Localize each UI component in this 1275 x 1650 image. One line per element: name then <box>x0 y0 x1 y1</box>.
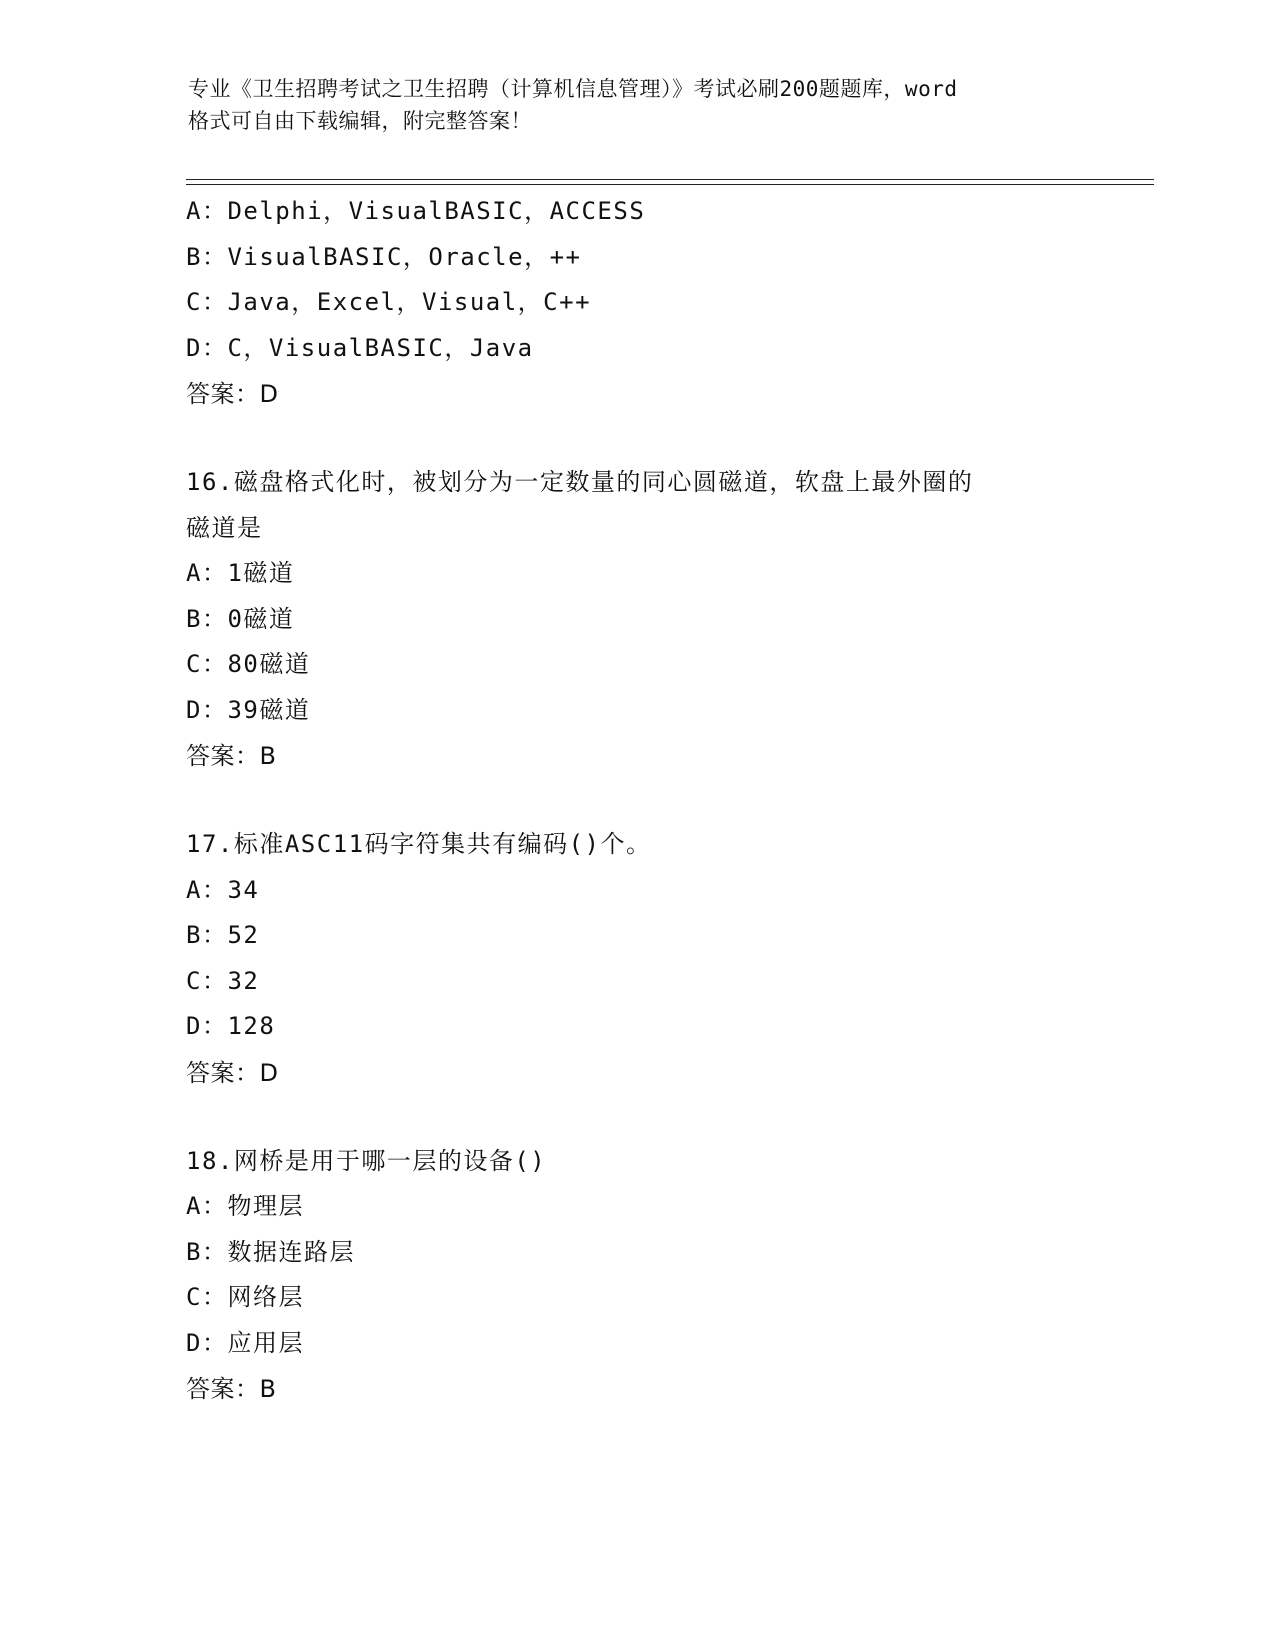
question-stem-line-1: 16.磁盘格式化时，被划分为一定数量的同心圆磁道，软盘上最外圈的 <box>186 468 974 496</box>
option-b: B：52 <box>186 921 260 949</box>
header-divider-bottom <box>186 184 1154 185</box>
option-c: C：网络层 <box>186 1283 304 1311</box>
header-line-2: 格式可自由下载编辑，附完整答案！ <box>188 109 532 133</box>
option-d: D：应用层 <box>186 1328 304 1357</box>
option-c: C：32 <box>186 966 260 995</box>
question-stem-line-2: 磁道是 <box>186 513 263 542</box>
question-stem: 18.网桥是用于哪一层的设备() <box>186 1146 547 1175</box>
option-c: C：Java，Excel，Visual，C++ <box>186 288 592 316</box>
document-header <box>188 73 1088 137</box>
header-divider-top <box>186 179 1154 180</box>
question-spacer <box>186 1096 1086 1139</box>
question-block-17 <box>186 822 1086 1096</box>
question-list <box>186 189 1086 1412</box>
question-spacer <box>186 417 1086 460</box>
option-d: D：C，VisualBASIC，Java <box>186 333 534 362</box>
option-b: B：VisualBASIC，Oracle，++ <box>186 242 582 271</box>
option-a: A：Delphi，VisualBASIC，ACCESS <box>186 197 646 225</box>
option-a: A：物理层 <box>186 1192 304 1220</box>
question-spacer <box>186 779 1086 822</box>
answer-line: 答案：D <box>186 1058 279 1087</box>
option-a: A：34 <box>186 875 260 904</box>
question-block-16 <box>186 460 1086 779</box>
answer-line: 答案：B <box>186 1375 277 1403</box>
header-line-1: 专业《卫生招聘考试之卫生招聘（计算机信息管理）》考试必刷200题题库，word <box>188 77 958 101</box>
option-c: C：80磁道 <box>186 650 311 678</box>
question-stem: 17.标准ASC11码字符集共有编码()个。 <box>186 830 652 858</box>
option-a: A：1磁道 <box>186 559 295 587</box>
question-block-15 <box>186 189 1086 417</box>
option-d: D：128 <box>186 1012 276 1040</box>
answer-line: 答案：B <box>186 742 277 770</box>
option-b: B：数据连路层 <box>186 1237 355 1266</box>
option-d: D：39磁道 <box>186 695 311 724</box>
question-block-18 <box>186 1139 1086 1413</box>
option-b: B：0磁道 <box>186 604 295 633</box>
answer-line: 答案：D <box>186 380 279 408</box>
